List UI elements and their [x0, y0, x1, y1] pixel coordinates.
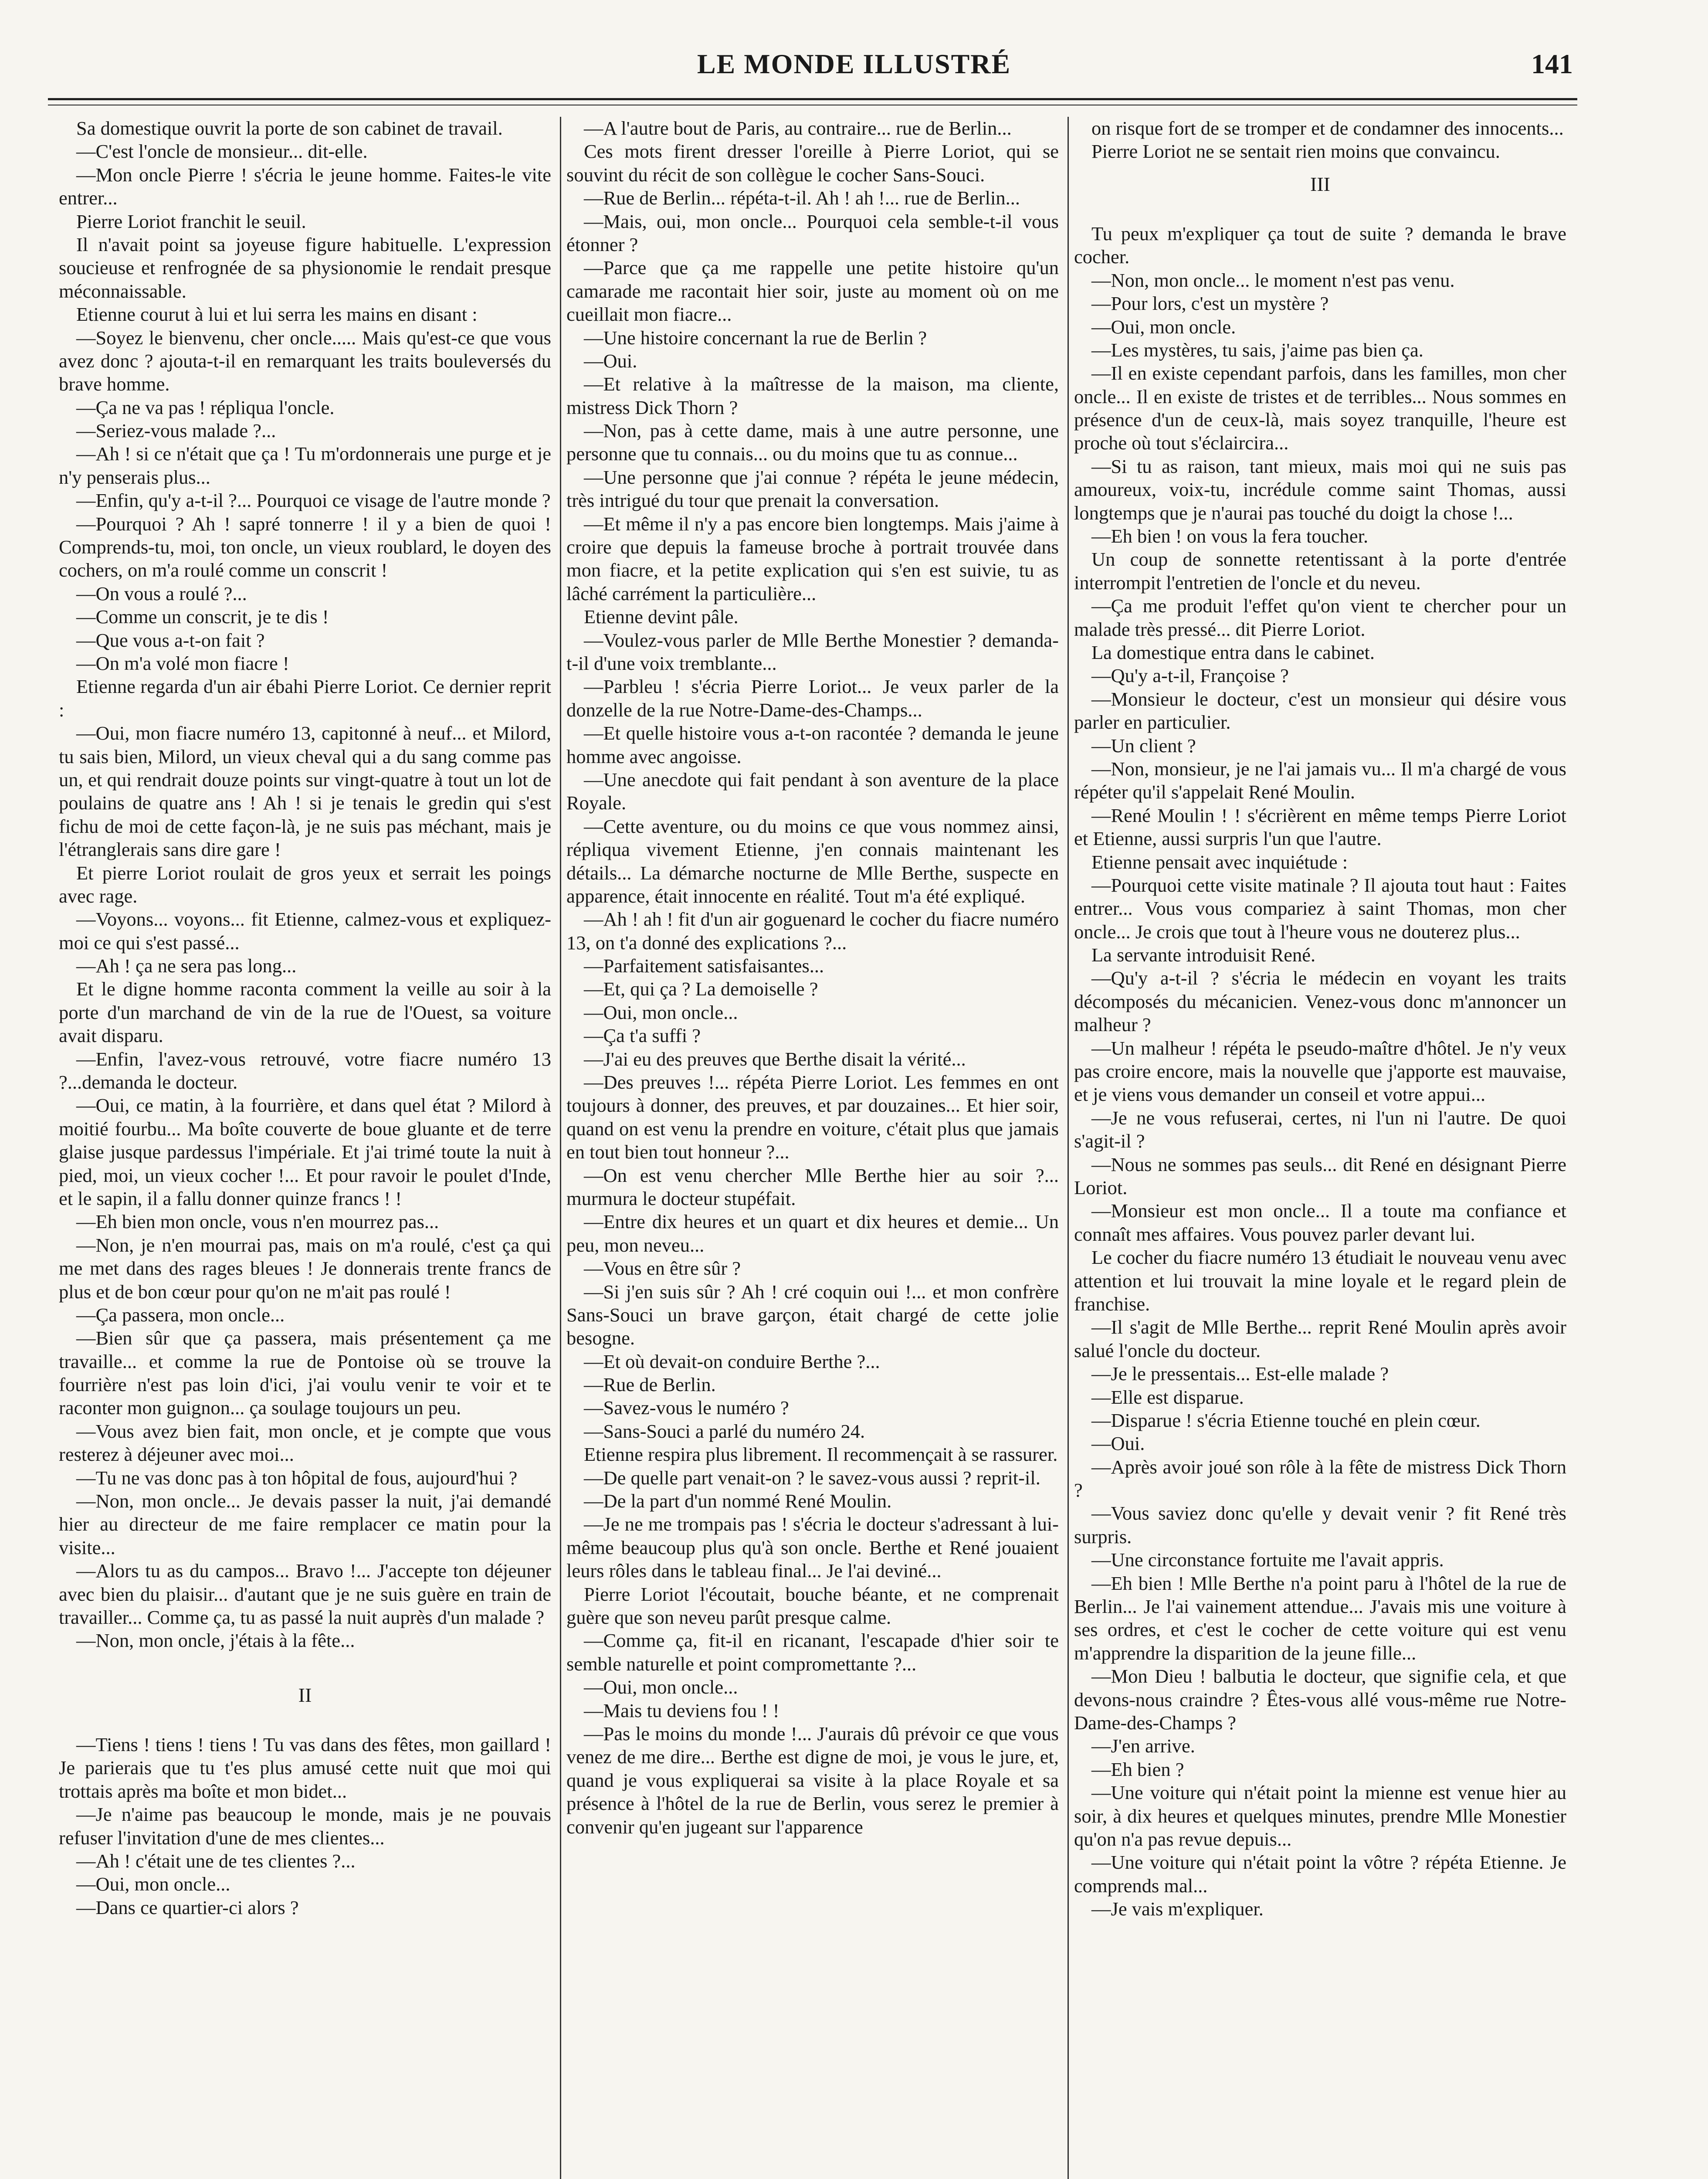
paragraph: —Comme ça, fit-il en ricanant, l'escapade d'hier soir te semble naturelle et point compromettante ?...: [566, 1629, 1059, 1675]
paragraph: —Pour lors, c'est un mystère ?: [1091, 292, 1329, 315]
paragraph: —Ah ! si ce n'était que ça ! Tu m'ordonnerais une purge et je n'y penserais plus...: [59, 443, 551, 488]
paragraph: —Une circonstance fortuite me l'avait appris.: [1091, 1549, 1444, 1571]
paragraph: —Eh bien ! on vous la fera toucher.: [1091, 525, 1369, 547]
paragraph: Tu peux m'expliquer ça tout de suite ? demanda le brave cocher.: [1074, 222, 1566, 268]
paragraph: —Qu'y a-t-il, Françoise ?: [1091, 665, 1289, 687]
paragraph: —Elle est disparue.: [1091, 1386, 1244, 1408]
paragraph: La domestique entra dans le cabinet.: [1091, 641, 1375, 663]
paragraph: —Mon oncle Pierre ! s'écria le jeune homme. Faites-le vite entrer...: [59, 163, 551, 209]
paragraph: —Voulez-vous parler de Mlle Berthe Monestier ? demanda-t-il d'une voix tremblante...: [566, 629, 1059, 674]
paragraph: —Si j'en suis sûr ? Ah ! cré coquin oui !... et mon confrère Sans-Souci un brave garçon, était chargé de cette jolie besogne.: [566, 1280, 1059, 1349]
paragraph: —Une voiture qui n'était point la vôtre ? répéta Etienne. Je comprends mal...: [1074, 1851, 1566, 1897]
paragraph: —Oui, mon oncle...: [76, 1873, 230, 1895]
paragraph: —Je vais m'expliquer.: [1091, 1898, 1264, 1920]
paragraph: —Et relative à la maîtresse de la maison, ma cliente, mistress Dick Thorn ?: [566, 373, 1059, 418]
paragraph: —Tiens ! tiens ! tiens ! Tu vas dans des fêtes, mon gaillard ! Je parierais que tu t'es plus amusé cette nuit que moi qui trottais après ma boîte et mon bidet...: [59, 1733, 551, 1802]
paragraph: Etienne respira plus librement. Il recommençait à se rassurer.: [584, 1443, 1058, 1466]
paragraph: Le cocher du fiacre numéro 13 étudiait le nouveau venu avec attention et lui trouvait la mine loyale et le regard plein de franchise.: [1074, 1246, 1566, 1315]
paragraph: —Et quelle histoire vous a-t-on racontée ? demanda le jeune homme avec angoisse.: [566, 722, 1059, 767]
paragraph: —Ah ! ça ne sera pas long...: [76, 955, 297, 977]
paragraph: —Enfin, qu'y a-t-il ?... Pourquoi ce visage de l'autre monde ?: [76, 489, 551, 512]
chapter-text: [1074, 222, 1566, 1921]
paragraph: —Je n'aime pas beaucoup le monde, mais je ne pouvais refuser l'invitation d'une de mes clientes...: [59, 1803, 551, 1849]
chapter-text: [566, 117, 1059, 1839]
paragraph: —Parbleu ! s'écria Pierre Loriot... Je veux parler de la donzelle de la rue Notre-Dame-des-Champs...: [566, 675, 1059, 721]
paragraph: Etienne pensait avec inquiétude :: [1091, 851, 1348, 873]
paragraph: —Oui, ce matin, à la fourrière, et dans quel état ? Milord à moitié fourbu... Ma boîte couverte de boue gluante et de terre glaise jusque pardessus l'impériale. Et j'ai trimé toute la nuit à pied, moi, un vieux cocher !... Et pour ravoir le poulet d'Inde, et le sapin, il a fallu donner quinze francs ! !: [59, 1094, 551, 1209]
text-column-2: [566, 117, 1059, 1839]
paragraph: Pierre Loriot franchit le seuil.: [76, 210, 306, 232]
paragraph: —Alors tu as du campos... Bravo !... J'accepte ton déjeuner avec bien du plaisir... d'autant que je ne suis guère en train de travailler... Comme ça, tu as passé la nuit auprès d'un malade ?: [59, 1560, 551, 1628]
paragraph: —Savez-vous le numéro ?: [584, 1397, 789, 1419]
paragraph: —J'ai eu des preuves que Berthe disait la vérité...: [584, 1048, 966, 1070]
paragraph: —Il en existe cependant parfois, dans les familles, mon cher oncle... Il en existe de tristes et de terribles... Nous sommes en présence d'un de ceux-là, mais soyez tranquille, l'heure est proche où tout s'éclaircira...: [1074, 362, 1566, 454]
paragraph: —Je le pressentais... Est-elle malade ?: [1091, 1363, 1389, 1385]
paragraph: —Vous avez bien fait, mon oncle, et je compte que vous resterez à déjeuner avec moi...: [59, 1420, 551, 1466]
paragraph: —Vous en être sûr ?: [584, 1257, 741, 1280]
paragraph: —Pourquoi ? Ah ! sapré tonnerre ! il y a bien de quoi ! Comprends-tu, moi, ton oncle, un vieux roublard, le doyen des cochers, on m'a roulé comme un conscrit !: [59, 513, 551, 581]
paragraph: —Eh bien ! Mlle Berthe n'a point paru à l'hôtel de la rue de Berlin... Je l'ai vainement attendue... J'avais mis une voiture à ses ordres, et c'est le cocher de cette voiture qui est venu m'apprendre la disparition de la jeune fille...: [1074, 1572, 1566, 1664]
paragraph: —Non, mon oncle... le moment n'est pas venu.: [1091, 269, 1455, 291]
paragraph: —Ça ne va pas ! répliqua l'oncle.: [76, 396, 335, 418]
paragraph: —Oui, mon oncle.: [1091, 316, 1236, 338]
paragraph: —Ah ! ah ! fit d'un air goguenard le cocher du fiacre numéro 13, on t'a donné des explications ?...: [566, 908, 1059, 954]
column-divider: [560, 117, 561, 2179]
paragraph: —Comme un conscrit, je te dis !: [76, 606, 329, 628]
paragraph: —Oui.: [1091, 1432, 1145, 1455]
paragraph: —Non, mon oncle... Je devais passer la nuit, j'ai demandé hier au directeur de me faire remplacer ce matin pour la visite...: [59, 1490, 551, 1558]
paragraph: La servante introduisit René.: [1091, 944, 1316, 966]
paragraph: —Dans ce quartier-ci alors ?: [76, 1896, 299, 1918]
paragraph: —De la part d'un nommé René Moulin.: [584, 1490, 892, 1512]
paragraph: on risque fort de se tromper et de condamner des innocents...: [1091, 117, 1564, 139]
text-column-3: [1074, 117, 1566, 1921]
paragraph: —Un malheur ! répéta le pseudo-maître d'hôtel. Je n'y veux pas croire encore, mais la nouvelle que j'apporte est mauvaise, et je viens vous demander un conseil et votre appui...: [1074, 1037, 1566, 1106]
header-rule-thick: [48, 98, 1577, 100]
paragraph: —A l'autre bout de Paris, au contraire... rue de Berlin...: [584, 117, 1012, 139]
chapter-text: [59, 117, 551, 1653]
paragraph: —Enfin, l'avez-vous retrouvé, votre fiacre numéro 13 ?...demanda le docteur.: [59, 1048, 551, 1093]
paragraph: —Des preuves !... répéta Pierre Loriot. Les femmes en ont toujours à donner, des preuves, et par douzaines... Et hier soir, quand on est venu la prendre en voiture, c'était plus que jamais en tout bien tout honneur ?...: [566, 1071, 1059, 1163]
journal-title: LE MONDE ILLUSTRÉ: [697, 48, 1011, 79]
paragraph: —Un client ?: [1091, 734, 1196, 757]
paragraph: —Rue de Berlin.: [584, 1374, 716, 1396]
paragraph: Etienne courut à lui et lui serra les mains en disant :: [76, 303, 478, 326]
paragraph: Sa domestique ouvrit la porte de son cabinet de travail.: [76, 117, 503, 139]
page-header: [0, 48, 1708, 92]
paragraph: —Et, qui ça ? La demoiselle ?: [584, 978, 818, 1000]
paragraph: —Ça t'a suffi ?: [584, 1025, 701, 1047]
paragraph: —Ah ! c'était une de tes clientes ?...: [76, 1850, 356, 1872]
paragraph: —Ça passera, mon oncle...: [76, 1303, 285, 1326]
paragraph: —Oui.: [584, 350, 637, 372]
paragraph: Pierre Loriot ne se sentait rien moins que convaincu.: [1091, 140, 1500, 163]
paragraph: —Nous ne sommes pas seuls... dit René en désignant Pierre Loriot.: [1074, 1153, 1566, 1198]
paragraph: —Une anecdote qui fait pendant à son aventure de la place Royale.: [566, 768, 1059, 814]
paragraph: —Les mystères, tu sais, j'aime pas bien ça.: [1091, 339, 1423, 361]
paragraph: —Voyons... voyons... fit Etienne, calmez-vous et expliquez-moi ce qui s'est passé...: [59, 908, 551, 954]
paragraph: —Sans-Souci a parlé du numéro 24.: [584, 1420, 865, 1442]
paragraph: Pierre Loriot l'écoutait, bouche béante, et ne comprenait guère que son neveu parût presque calme.: [566, 1583, 1059, 1628]
paragraph: —Pas le moins du monde !... J'aurais dû prévoir ce que vous venez de me dire... Berthe est digne de moi, je vous le jure, et, quand je vous expliquerai sa visite à la place Royale et sa présence à l'hôtel de la rue de Berlin, vous serez le premier à convenir qu'en jugeant sur l'apparence: [566, 1722, 1059, 1838]
paragraph: —On vous a roulé ?...: [76, 582, 247, 604]
paragraph: —Eh bien mon oncle, vous n'en mourrez pas...: [76, 1211, 439, 1233]
paragraph: —Qu'y a-t-il ? s'écria le médecin en voyant les traits décomposés du mécanicien. Venez-vous donc m'annoncer un malheur ?: [1074, 967, 1566, 1036]
paragraph: —Non, monsieur, je ne l'ai jamais vu... Il m'a chargé de vous répéter qu'il s'appelait René Moulin.: [1074, 757, 1566, 803]
paragraph: Un coup de sonnette retentissant à la porte d'entrée interrompit l'entretien de l'oncle et du neveu.: [1074, 548, 1566, 594]
column-divider: [1068, 117, 1069, 2179]
paragraph: —Oui, mon fiacre numéro 13, capitonné à neuf... et Milord, tu sais bien, Milord, un vieux cheval qui a du sang comme pas un, et qui rendrait douze points sur vingt-quatre à tout un lot de poulains de quatre ans ! Ah ! si je tenais le gredin qui s'est fichu de moi de cette façon-là, je ne suis pas méchant, mais je l'étranglerais sans dire gare !: [59, 722, 551, 861]
paragraph: —Bien sûr que ça passera, mais présentement ça me travaille... et comme la rue de Pontoise où se trouve la fourrière n'est pas loin d'ici, j'ai voulu venir te voir et te raconter mon guignon... ça soulage toujours un peu.: [59, 1327, 551, 1419]
paragraph: —Mon Dieu ! balbutia le docteur, que signifie cela, et que devons-nous craindre ? Êtes-vous allé vous-même rue Notre-Dame-des-Champs ?: [1074, 1665, 1566, 1734]
chapter-text: [1074, 117, 1566, 163]
paragraph: —C'est l'oncle de monsieur... dit-elle.: [76, 140, 368, 163]
paragraph: —Entre dix heures et un quart et dix heures et demie... Un peu, mon neveu...: [566, 1211, 1059, 1256]
paragraph: —Et même il n'y a pas encore bien longtemps. Mais j'aime à croire que depuis la fameuse broche à portrait trouvée dans mon fiacre, et la petite explication qui s'en est suivie, tu as lâché carrément la particulière...: [566, 513, 1059, 604]
paragraph: —Soyez le bienvenu, cher oncle..... Mais qu'est-ce que vous avez donc ? ajouta-t-il en remarquant les traits bouleversés du brave homme.: [59, 326, 551, 395]
paragraph: —Vous saviez donc qu'elle y devait venir ? fit René très surpris.: [1074, 1502, 1566, 1548]
paragraph: —Après avoir joué son rôle à la fête de mistress Dick Thorn ?: [1074, 1456, 1566, 1501]
paragraph: Etienne regarda d'un air ébahi Pierre Loriot. Ce dernier reprit :: [59, 675, 551, 721]
text-column-1: [59, 117, 551, 1919]
paragraph: —Rue de Berlin... répéta-t-il. Ah ! ah !... rue de Berlin...: [584, 187, 1020, 209]
paragraph: —Non, je n'en mourrai pas, mais on m'a roulé, c'est ça qui me met dans des rages bleues ! Je donnerais trente francs de plus et de bon cœur pour qu'on ne m'ait pas roulé !: [59, 1234, 551, 1303]
page-number: 141: [1531, 48, 1573, 79]
section-heading: III: [1310, 173, 1330, 195]
paragraph: —Oui, mon oncle...: [584, 1676, 738, 1698]
paragraph: —Je ne me trompais pas ! s'écria le docteur s'adressant à lui-même beaucoup plus qu'à son oncle. Berthe et René jouaient leurs rôles dans le tableau final... Je l'ai deviné...: [566, 1513, 1059, 1582]
paragraph: —Disparue ! s'écria Etienne touché en plein cœur.: [1091, 1409, 1481, 1431]
paragraph: —Non, mon oncle, j'étais à la fête...: [76, 1629, 355, 1652]
paragraph: —Mais, oui, mon oncle... Pourquoi cela semble-t-il vous étonner ?: [566, 210, 1059, 255]
paragraph: —Ça me produit l'effet qu'on vient te chercher pour un malade très pressé... dit Pierre Loriot.: [1074, 595, 1566, 640]
paragraph: Etienne devint pâle.: [584, 606, 739, 628]
section-heading: II: [298, 1683, 312, 1706]
paragraph: —De quelle part venait-on ? le savez-vous aussi ? reprit-il.: [584, 1466, 1040, 1489]
paragraph: —J'en arrive.: [1091, 1735, 1195, 1757]
paragraph: —Parce que ça me rappelle une petite histoire qu'un camarade me racontait hier soir, juste au moment où on me cueillait mon fiacre...: [566, 257, 1059, 326]
paragraph: —Que vous a-t-on fait ?: [76, 629, 265, 651]
paragraph: —Une histoire concernant la rue de Berlin ?: [584, 326, 927, 349]
paragraph: —Une personne que j'ai connue ? répéta le jeune médecin, très intrigué du tour que prenait la conversation.: [566, 466, 1059, 512]
paragraph: Ces mots firent dresser l'oreille à Pierre Loriot, qui se souvint du récit de son collègue le cocher Sans-Souci.: [566, 140, 1059, 186]
paragraph: Il n'avait point sa joyeuse figure habituelle. L'expression soucieuse et renfrognée de sa physionomie le rendait presque méconnaissable.: [59, 233, 551, 302]
paragraph: —Eh bien ?: [1091, 1758, 1184, 1780]
paragraph: —Il s'agit de Mlle Berthe... reprit René Moulin après avoir salué l'oncle du docteur.: [1074, 1316, 1566, 1361]
paragraph: Et le digne homme raconta comment la veille au soir à la porte d'un marchand de vin de la rue de l'Ouest, sa voiture avait disparu.: [59, 978, 551, 1047]
paragraph: —Pourquoi cette visite matinale ? Il ajouta tout haut : Faites entrer... Vous vous compariez à saint Thomas, mon cher oncle... Je crois que tout à l'heure vous ne douterez plus...: [1074, 874, 1566, 943]
paragraph: —Parfaitement satisfaisantes...: [584, 955, 824, 977]
paragraph: —Mais tu deviens fou ! !: [584, 1699, 779, 1721]
paragraph: —Une voiture qui n'était point la mienne est venue hier au soir, à dix heures et quelques minutes, prendre Mlle Monestier qu'on n'a pas revue depuis...: [1074, 1782, 1566, 1850]
paragraph: Et pierre Loriot roulait de gros yeux et serrait les poings avec rage.: [59, 862, 551, 907]
paragraph: —On m'a volé mon fiacre !: [76, 652, 289, 674]
paragraph: —Monsieur le docteur, c'est un monsieur qui désire vous parler en particulier.: [1074, 688, 1566, 733]
paragraph: —Et où devait-on conduire Berthe ?...: [584, 1350, 880, 1372]
paragraph: —Non, pas à cette dame, mais à une autre personne, une personne que tu connais... ou du moins que tu as connue...: [566, 420, 1059, 465]
paragraph: —Cette aventure, ou du moins ce que vous nommez ainsi, répliqua vivement Etienne, j'en connais maintenant les détails... La démarche nocturne de Mlle Berthe, suspecte en apparence, était innocente en réalité. Tout m'a été expliqué.: [566, 815, 1059, 907]
paragraph: —Je ne vous refuserai, certes, ni l'un ni l'autre. De quoi s'agit-il ?: [1074, 1106, 1566, 1152]
paragraph: —Monsieur est mon oncle... Il a toute ma confiance et connaît mes affaires. Vous pouvez parler devant lui.: [1074, 1200, 1566, 1245]
paragraph: —Si tu as raison, tant mieux, mais moi qui ne suis pas amoureux, voix-tu, incrédule comme saint Thomas, aussi longtemps que je n'aurai pas touché du doigt la chose !...: [1074, 455, 1566, 524]
paragraph: —Seriez-vous malade ?...: [76, 420, 276, 442]
chapter-text: [59, 1733, 551, 1919]
paragraph: —On est venu chercher Mlle Berthe hier au soir ?... murmura le docteur stupéfait.: [566, 1164, 1059, 1209]
paragraph: —Oui, mon oncle...: [584, 1001, 738, 1023]
paragraph: —René Moulin ! ! s'écrièrent en même temps Pierre Loriot et Etienne, aussi surpris l'un que l'autre.: [1074, 804, 1566, 850]
paragraph: —Tu ne vas donc pas à ton hôpital de fous, aujourd'hui ?: [76, 1466, 518, 1489]
